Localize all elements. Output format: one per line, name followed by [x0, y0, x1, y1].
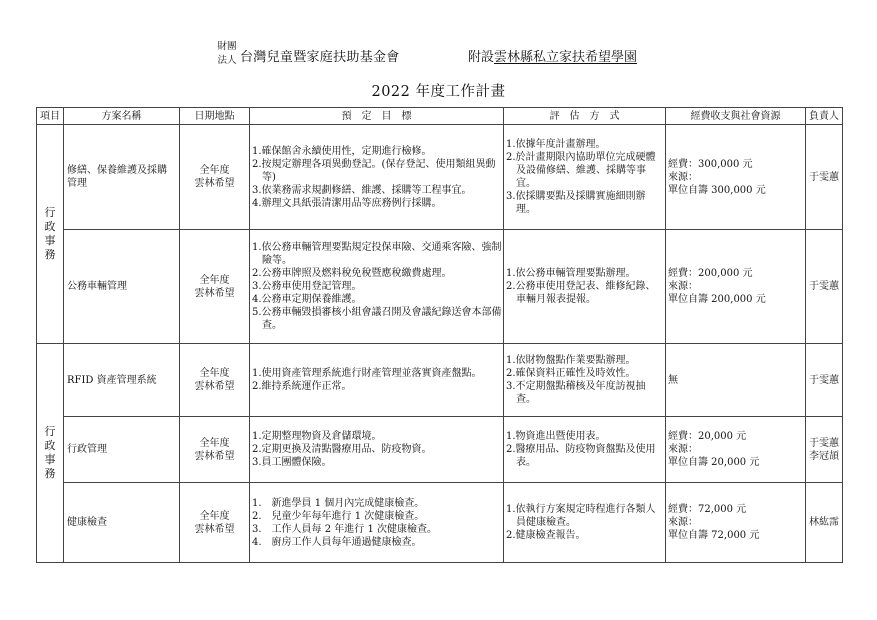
goal-item: 2.維持系統運作正常。 [252, 381, 352, 392]
program-name: 修繕、保養維護及採購管理 [64, 125, 180, 230]
program-name: 行政管理 [64, 417, 180, 483]
eval-item: 2.醫療用品、防疫物資盤點及使用表。 [506, 444, 656, 468]
eval-item: 1.依財物盤點作業要點辦理。 [506, 355, 636, 366]
date-location: 全年度 雲林希望 [180, 483, 250, 563]
eval-item: 1.依據年度計畫辦理。 [506, 139, 606, 150]
goals-cell [250, 125, 504, 230]
eval-item: 1.依執行方案規定時程進行各類人員健康檢查。 [506, 504, 656, 528]
table-row [37, 125, 843, 230]
goal-item: 2.定期更換及清點醫療用品、防疫物資。 [252, 444, 432, 455]
goal-item: 1.定期整理物資及倉儲環境。 [252, 431, 382, 442]
work-plan-table [36, 107, 843, 563]
col-header: 項目 [37, 108, 64, 125]
budget-cell: 經費：300,000 元 來源： 單位自籌 300,000 元 [666, 125, 806, 230]
school-name-line [468, 46, 637, 65]
program-name: RFID 資產管理系統 [64, 344, 180, 417]
evaluation-cell [504, 417, 666, 483]
col-header: 方案名稱 [64, 108, 180, 125]
goal-item: 1.依公務車輛管理要點規定投保車險、交通乘客險、強制險等。 [252, 242, 502, 266]
goal-item: 4. 廚房工作人員每年通過健康檢查。 [252, 536, 422, 548]
goal-item: 1. 新進學員 1 個月內完成健康檢查。 [252, 497, 425, 509]
goal-item: 2.按規定辦理各項異動登記。(保存登記、使用類組異動等) [252, 158, 496, 183]
table-row [37, 483, 843, 563]
eval-item: 2.公務車使用登記表、維修紀錄、車輛月報表提報。 [506, 281, 656, 305]
evaluation-cell [504, 230, 666, 344]
goal-item: 1.使用資產管理系統進行財產管理並落實資產盤點。 [252, 368, 482, 379]
budget-cell: 無 [666, 344, 806, 417]
program-name: 健康檢查 [64, 483, 180, 563]
evaluation-cell [504, 483, 666, 563]
evaluation-cell [504, 344, 666, 417]
goal-item: 1.確保館舍永續使用性，定期進行檢修。 [252, 145, 432, 157]
goal-item: 3.依業務需求規劃修繕、維護、採購等工程事宜。 [252, 184, 472, 196]
date-location: 全年度 雲林希望 [180, 125, 250, 230]
category-cell [37, 344, 64, 563]
eval-item: 3.依採購要點及採購實施細則辦理。 [506, 191, 646, 215]
date-location: 全年度 雲林希望 [180, 230, 250, 344]
category-cell [37, 125, 64, 344]
owner-cell: 于雯蕙 [806, 125, 843, 230]
budget-cell: 經費：20,000 元 來源： 單位自籌 20,000 元 [666, 417, 806, 483]
goal-item: 4.辦理文具紙張清潔用品等庶務例行採購。 [252, 197, 442, 209]
goal-item: 5.公務車輛毀損審核小組會議召開及會議紀錄送會本部備查。 [252, 307, 502, 331]
goals-cell [250, 483, 504, 563]
eval-item: 2.確保資料正確性及時效性。 [506, 368, 636, 379]
table-row [37, 344, 843, 417]
col-header: 日期地點 [180, 108, 250, 125]
table-row [37, 230, 843, 344]
date-location: 全年度 雲林希望 [180, 417, 250, 483]
goal-item: 3.員工團體保險。 [252, 457, 332, 468]
school-prefix: 附設 [468, 50, 495, 65]
col-header: 預 定 目 標 [250, 108, 504, 125]
goal-item: 4.公務車定期保養維護。 [252, 294, 362, 305]
owner-cell: 于雯蕙 李冠頡 [806, 417, 843, 483]
page-title: 2022 年度工作計畫 [371, 84, 506, 100]
eval-item: 2.於計畫期限內協助單位完成硬體及設備修繕、維護、採購等事宜。 [506, 152, 656, 189]
goal-item: 2.公務車牌照及燃料稅免稅暨應稅繳費處理。 [252, 268, 452, 279]
eval-item: 2.健康檢查報告。 [506, 530, 586, 541]
goal-item: 3. 工作人員每 2 年進行 1 次健康檢查。 [252, 523, 437, 535]
eval-item: 1.物資進出暨使用表。 [506, 431, 606, 442]
col-header: 負責人 [806, 108, 843, 125]
owner-cell: 林紘霈 [806, 483, 843, 563]
goal-item: 3.公務車使用登記管理。 [252, 281, 362, 292]
owner-cell: 于雯蕙 [806, 344, 843, 417]
org-name: 台灣兒童暨家庭扶助基金會 [240, 50, 400, 65]
date-location: 全年度 雲林希望 [180, 344, 250, 417]
goals-cell [250, 417, 504, 483]
table-header-row [37, 108, 843, 125]
evaluation-cell [504, 125, 666, 230]
col-header: 經費收支與社會資源 [666, 108, 806, 125]
org-type: 財團法人 [217, 41, 237, 66]
goals-cell [250, 344, 504, 417]
budget-cell: 經費：200,000 元 來源： 單位自籌 200,000 元 [666, 230, 806, 344]
owner-cell: 于雯蕙 [806, 230, 843, 344]
col-header: 評 估 方 式 [504, 108, 666, 125]
budget-cell: 經費：72,000 元 來源： 單位自籌 72,000 元 [666, 483, 806, 563]
school-name: 雲林縣私立家扶希望學園 [494, 50, 638, 65]
program-name: 公務車輛管理 [64, 230, 180, 344]
goals-cell [250, 230, 504, 344]
eval-item: 3.不定期盤點稽核及年度訪視抽查。 [506, 381, 646, 405]
eval-item: 1.依公務車輛管理要點辦理。 [506, 268, 636, 279]
category-label: 行政事務 [44, 206, 56, 261]
category-label: 行政事務 [44, 425, 56, 480]
table-row [37, 417, 843, 483]
goal-item: 2. 兒童少年每年進行 1 次健康檢查。 [252, 510, 425, 522]
